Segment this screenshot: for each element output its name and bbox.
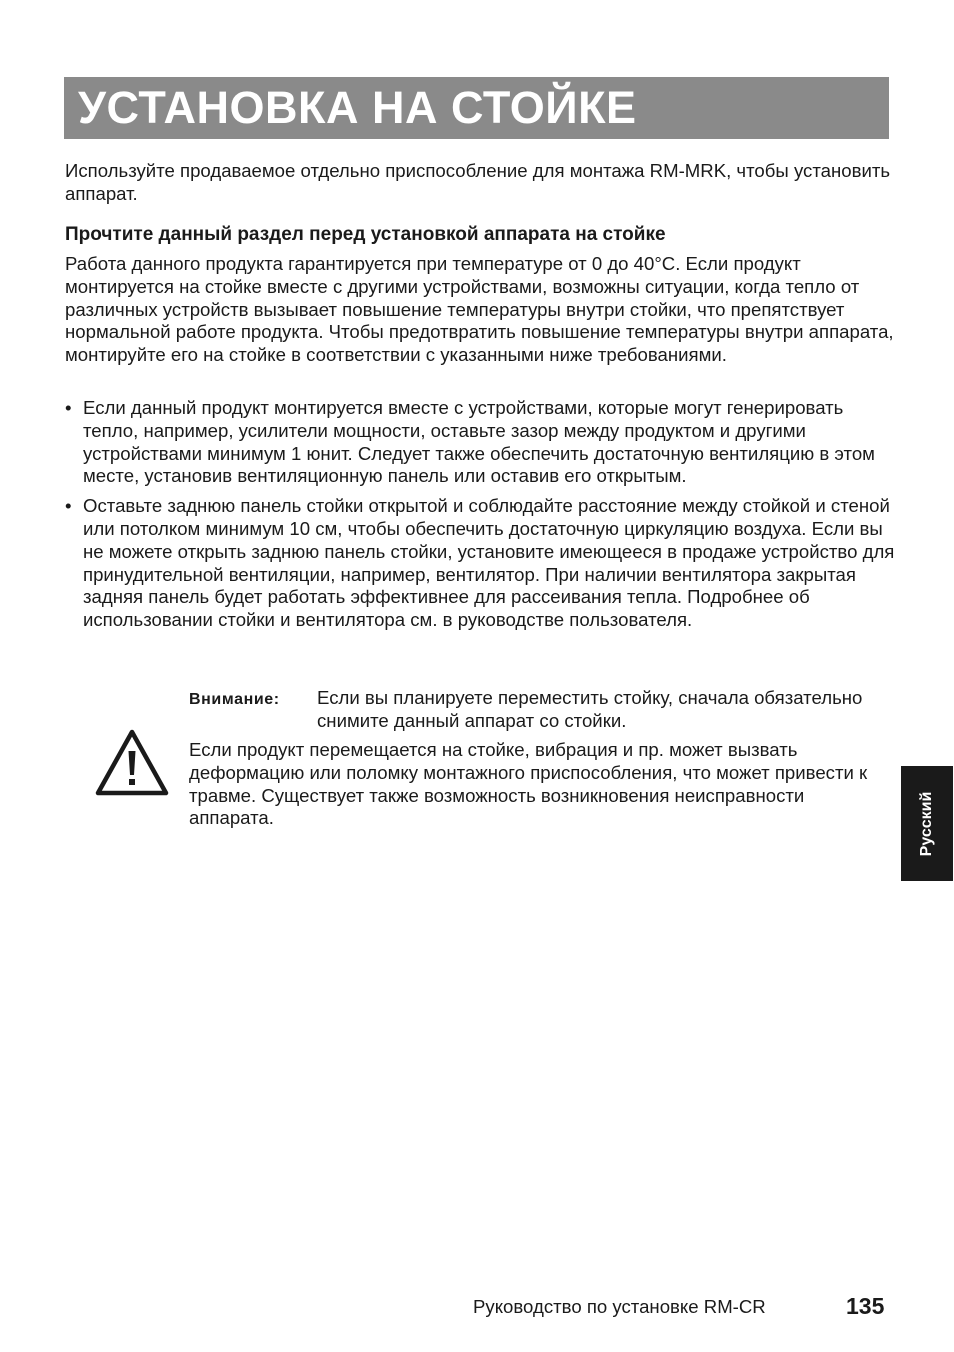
list-item-text: Оставьте заднюю панель стойки открытой и соблюдайте расстояние между стойкой и стеной или потолком минимум 10 см, чтобы обеспечить достаточную циркуляцию воздуха. Если вы не можете открыть заднюю панель стойки, установите имеющееся в продаже устройство для принудительной вентиляции, например, вентилятор. При наличии вентилятора закрытая задняя панель будет работать эффективнее для рассеивания тепла. Подробнее об использовании стойки и вентилятора см. в руководстве пользователя. bbox=[83, 495, 895, 631]
section-heading: Прочтите данный раздел перед установкой аппарата на стойке bbox=[65, 224, 666, 245]
language-tab bbox=[901, 766, 953, 881]
bullet-icon: • bbox=[65, 495, 72, 517]
list-item-text: Если данный продукт монтируется вместе с устройствами, которые могут генерировать тепло, например, усилители мощности, оставьте зазор между продуктом и другими устройствами минимум 1 юнит. Следует также обеспечить достаточную вентиляцию в этом месте, установив вентиляционную панель или оставив его открытым. bbox=[83, 397, 875, 487]
requirements-list bbox=[65, 397, 895, 639]
page-number: 135 bbox=[846, 1293, 885, 1319]
language-tab-label: Русский bbox=[918, 791, 935, 856]
title-bar bbox=[64, 77, 889, 139]
caution-paragraph: Если продукт перемещается на стойке, вибрация и пр. может вызвать деформацию или поломку монтажного приспособления, что может привести к травме. Существует также возможность возникновения неисправности аппарата. bbox=[189, 739, 868, 829]
list-item bbox=[65, 397, 895, 488]
caution-label: Внимание: bbox=[189, 691, 280, 708]
bullet-icon: • bbox=[65, 397, 72, 418]
footer-text: Руководство по установке RM-CR bbox=[473, 1296, 766, 1317]
page-title: УСТАНОВКА НА СТОЙКЕ bbox=[78, 82, 637, 133]
list-item bbox=[65, 495, 895, 632]
intro-text: Используйте продаваемое отдельно приспособление для монтажа RM-MRK, чтобы установить аппарат. bbox=[65, 160, 891, 204]
caution-text: Если вы планируете переместить стойку, сначала обязательно снимите данный аппарат со стойки. bbox=[317, 687, 863, 731]
warning-triangle-icon bbox=[94, 727, 170, 797]
section-paragraph: Работа данного продукта гарантируется при температуре от 0 до 40°С. Если продукт монтируется на стойке вместе с другими устройствами, возможны ситуации, когда тепло от различных устройств вызывает повышение температуры внутри стойки, что препятствует нормальной работе продукта. Чтобы предотвратить повышение температуры внутри аппарата, монтируйте его на стойке в соответствии с указанными ниже требованиями. bbox=[65, 253, 894, 366]
